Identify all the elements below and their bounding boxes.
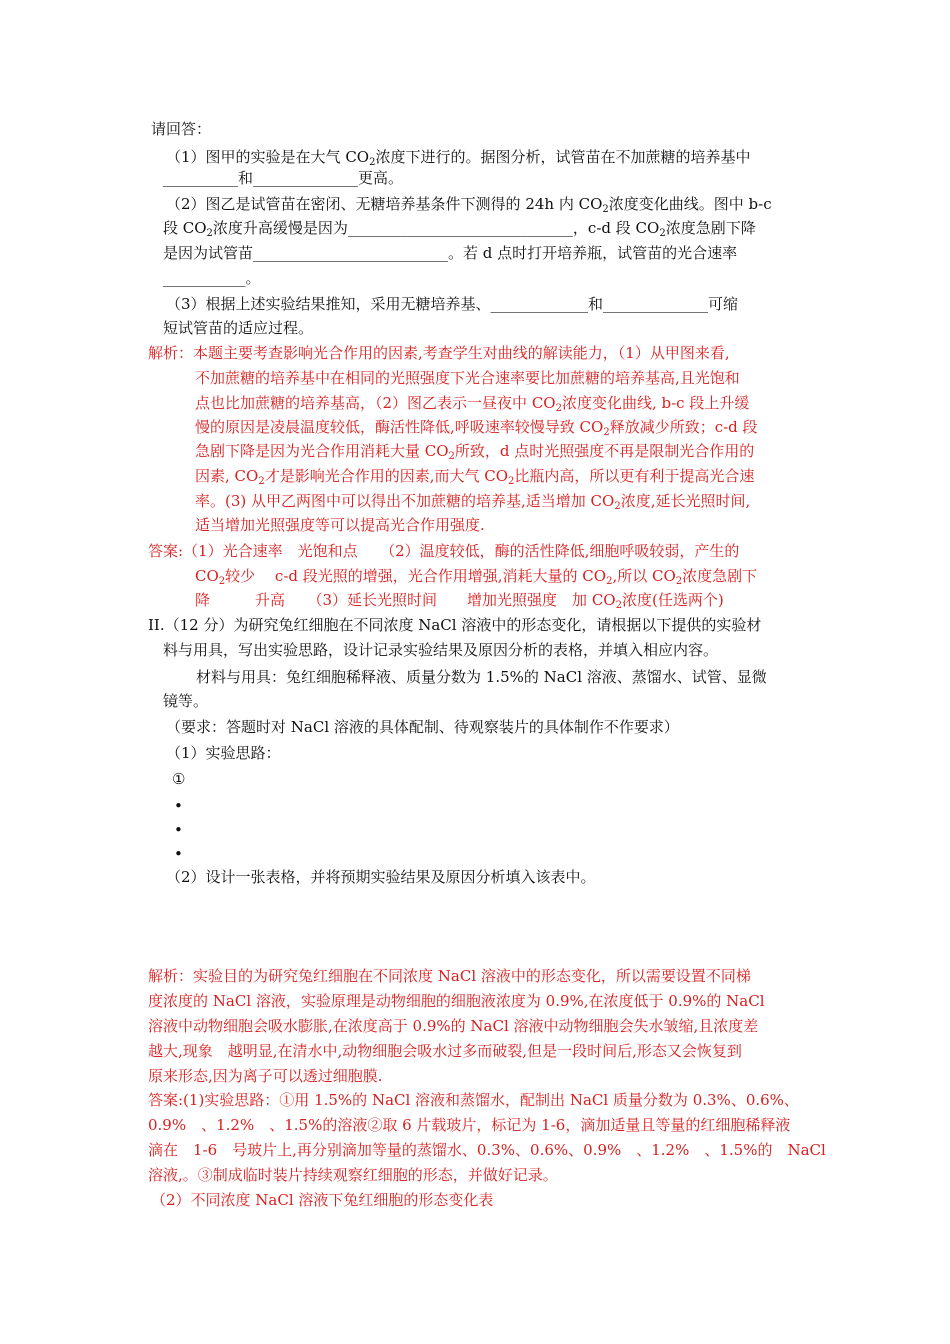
- question-2-part-2: （2）设计一张表格，并将预期实验结果及原因分析填入该表中。: [166, 868, 596, 886]
- answer-2-line1: 答案:(1)实验思路：①用 1.5%的 NaCl 溶液和蒸馏水，配制出 NaCl 质量分数为 0.3%、0.6%、: [148, 1091, 799, 1109]
- analysis-1-line4: 慢的原因是凌晨温度较低，酶活性降低,呼吸速率较慢导致 $CO_2$释放减少所致；c-d 段: [195, 418, 758, 438]
- question-2-materials-line2: 镜等。: [163, 692, 209, 710]
- analysis-1-line7: 率。(3) 从甲乙两图中可以得出不加蔗糖的培养基,适当增加 $CO_2$浓度,延长光照时间,: [195, 492, 751, 512]
- answer-2-line4: 溶液,。③制成临时装片持续观察红细胞的形态，并做好记录。: [148, 1166, 558, 1184]
- question-part-1-blanks: __________和______________更高。: [163, 169, 404, 187]
- answer-2-line3: 滴在 1-6 号玻片上,再分别滴加等量的蒸馏水、0.3%、0.6%、0.9% 、1.2% 、1.5%的 NaCl: [148, 1141, 826, 1159]
- answer-2-table-caption: （2）不同浓度 NaCl 溶液下兔红细胞的形态变化表: [151, 1191, 494, 1209]
- answer-1-line2: $CO_2$较少 c-d 段光照的增强，光合作用增强,消耗大量的 $CO_2$,所以 $CO_2$浓度急剧下: [195, 567, 758, 587]
- answer-2-line2: 0.9% 、1.2% 、1.5%的溶液②取 6 片载玻片，标记为 1-6，滴加适量且等量的红细胞稀释液: [148, 1116, 791, 1134]
- step-marker-1: ①: [172, 770, 186, 788]
- question-part-2-line4: ___________。: [163, 269, 261, 287]
- question-2-materials: 材料与用具：兔红细胞稀释液、质量分数为 1.5%的 NaCl 溶液、蒸馏水、试管、显微: [196, 668, 767, 686]
- question-part-2-line3: 是因为试管苗__________________________。若 d 点时打开培养瓶，试管苗的光合速率: [163, 244, 738, 262]
- answer-1-line1: 答案:（1）光合速率 光饱和点 （2）温度较低，酶的活性降低,细胞呼吸较弱，产生的: [148, 542, 740, 560]
- analysis-1-line1: 解析：本题主要考查影响光合作用的因素,考查学生对曲线的解读能力，（1）从甲图来看,: [148, 344, 730, 362]
- bullet-marker: •: [174, 845, 183, 863]
- analysis-1-line6: 因素, $CO_2$才是影响光合作用的因素,而大气 $CO_2$比瓶内高，所以更有利于提高光合速: [195, 467, 755, 487]
- question-2-line1: II.（12 分）为研究兔红细胞在不同浓度 NaCl 溶液中的形态变化，请根据以下提供的实验材: [148, 616, 762, 634]
- question-2-line2: 料与用具，写出实验思路，设计记录实验结果及原因分析的表格，并填入相应内容。: [163, 641, 719, 659]
- question-part-1: （1）图甲的实验是在大气 $CO_2$浓度下进行的。据图分析，试管苗在不加蔗糖的培养基中: [166, 148, 751, 168]
- question-part-2-line2: 段 $CO_2$浓度升高缓慢是因为______________________________，c-d 段 $CO_2$浓度急剧下降: [163, 219, 756, 239]
- question-part-2: （2）图乙是试管苗在密闭、无糖培养基条件下测得的 24h 内 $CO_2$浓度变化曲线。图中 b-c: [166, 195, 772, 215]
- analysis-1-line8: 适当增加光照强度等可以提高光合作用强度.: [195, 516, 485, 534]
- question-2-requirements: （要求：答题时对 NaCl 溶液的具体配制、待观察装片的具体制作不作要求）: [166, 718, 679, 736]
- analysis-2-line3: 溶液中动物细胞会吸水膨胀,在浓度高于 0.9%的 NaCl 溶液中动物细胞会失水皱缩,且浓度差: [148, 1017, 759, 1035]
- question-2-part-1: （1）实验思路：: [166, 744, 281, 762]
- analysis-2-line1: 解析：实验目的为研究兔红细胞在不同浓度 NaCl 溶液中的形态变化，所以需要设置不同梯: [148, 967, 751, 985]
- question-prompt: 请回答：: [151, 120, 212, 138]
- question-part-3-line2: 短试管苗的适应过程。: [163, 319, 314, 337]
- analysis-1-line5: 急剧下降是因为光合作用消耗大量 $CO_2$所致，d 点时光照强度不再是限制光合作用的: [195, 442, 755, 462]
- analysis-1-line3: 点也比加蔗糖的培养基高，（2）图乙表示一昼夜中 $CO_2$浓度变化曲线, b-c 段上升缓: [195, 394, 750, 414]
- analysis-2-line5: 原来形态,因为离子可以透过细胞膜.: [148, 1067, 383, 1085]
- analysis-2-line2: 度浓度的 NaCl 溶液，实验原理是动物细胞的细胞液浓度为 0.9%,在浓度低于 0.9%的 NaCl: [148, 992, 765, 1010]
- analysis-2-line4: 越大,现象 越明显,在清水中,动物细胞会吸水过多而破裂,但是一段时间后,形态又会恢复到: [148, 1042, 742, 1060]
- bullet-marker: •: [174, 821, 183, 839]
- question-part-3: （3）根据上述实验结果推知，采用无糖培养基、_____________和______________可缩: [166, 295, 739, 313]
- analysis-1-line2: 不加蔗糖的培养基中在相同的光照强度下光合速率要比加蔗糖的培养基高,且光饱和: [195, 369, 740, 387]
- bullet-marker: •: [174, 797, 183, 815]
- answer-1-line3: 降 升高 （3）延长光照时间 增加光照强度 加 $CO_2$浓度(任选两个): [195, 591, 724, 611]
